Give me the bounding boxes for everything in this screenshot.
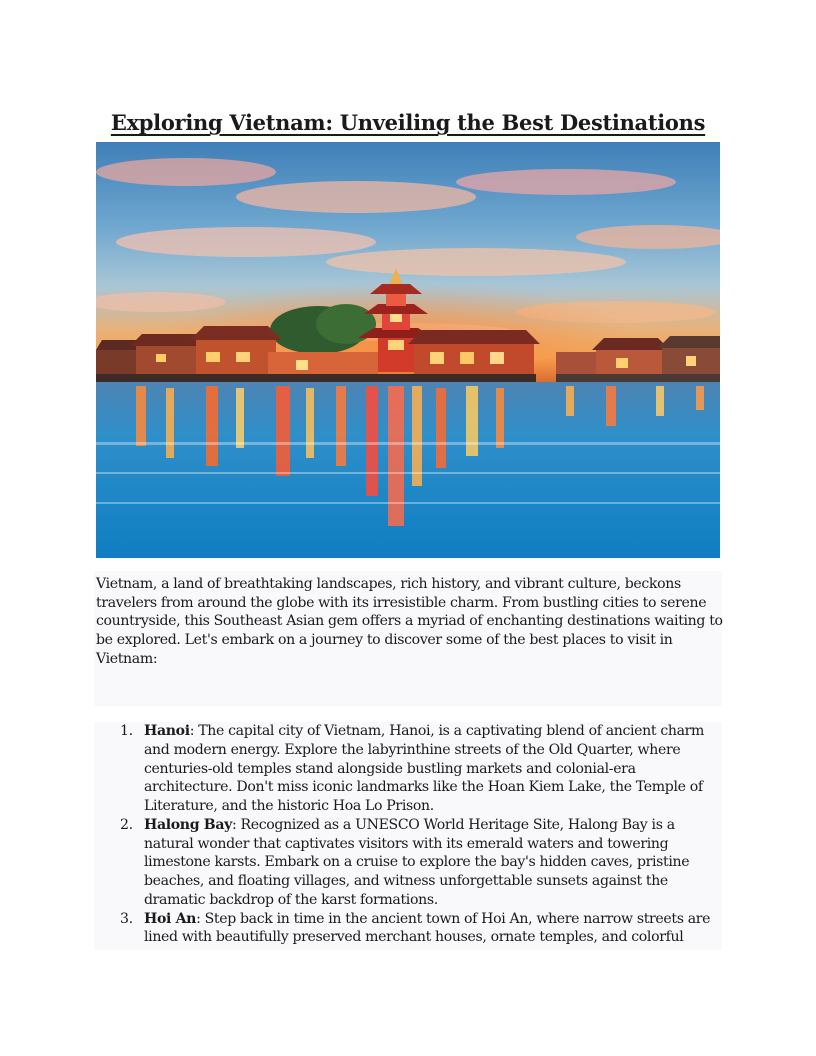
destinations-section [94, 722, 722, 950]
intro-block [94, 571, 722, 706]
hero-image [96, 142, 720, 558]
list-number: 2. [120, 816, 133, 833]
destination-description: : Recognized as a UNESCO World Heritage Site, Halong Bay is a natural wonder that captivates visitors with its emerald waters and towering limestone karsts. Embark on a cruise to explore the bay's hidden caves, pristine beaches, and floating villages, and witness unforgettable sunsets against the dramatic backdrop of the karst formations. [144, 816, 690, 908]
destinations-list [94, 722, 722, 947]
list-item [120, 816, 712, 910]
destination-name: Halong Bay [144, 816, 232, 833]
list-number: 1. [120, 723, 133, 739]
destination-name: Hoi An [144, 910, 197, 927]
list-number: 3. [120, 910, 133, 927]
list-item [120, 722, 712, 816]
page-title: Exploring Vietnam: Unveiling the Best Destinations [110, 110, 706, 136]
destination-description: : Step back in time in the ancient town of Hoi An, where narrow streets are lined with beautifully preserved merchant houses, ornate temples, and colorful [144, 910, 711, 946]
list-item [120, 910, 712, 948]
destination-name: Hanoi [144, 723, 190, 739]
intro-paragraph: Vietnam, a land of breathtaking landscapes, rich history, and vibrant culture, beckons travelers from around the globe with its irresistible charm. From bustling cities to serene countryside, this Southeast Asian gem offers a myriad of enchanting destinations waiting to be explored. Let's embark on a journey to discover some of the best places to visit in Vietnam: [96, 576, 723, 667]
destination-description: : The capital city of Vietnam, Hanoi, is a captivating blend of ancient charm and modern energy. Explore the labyrinthine streets of the Old Quarter, where centuries-old temples stand alongside bustling markets and colonial-era architecture. Don't miss iconic landmarks like the Hoan Kiem Lake, the Temple of Literature, and the historic Hoa Lo Prison. [144, 723, 705, 814]
pagoda-lake-illustration [96, 142, 720, 558]
